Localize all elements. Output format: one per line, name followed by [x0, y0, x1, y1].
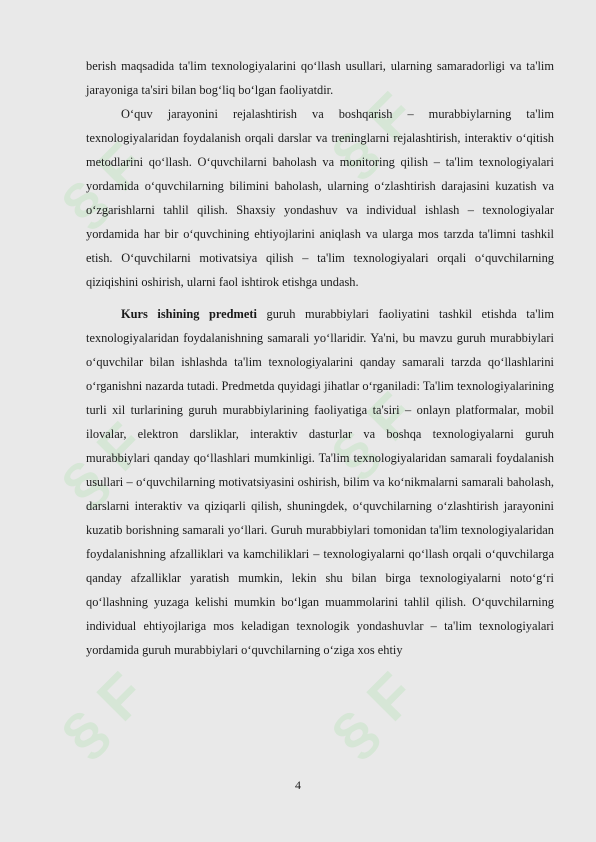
paragraph-planning: O‘quv jarayonini rejalashtirish va boshqarish – murabbiylarning ta'lim texnologiyalaridan foydalanish orqali darslar va treninglarni rejalashtirish, interaktiv o‘qitish metodlarini qo‘llash. O‘quvchilarni baholash va monitoring qilish – ta'lim texnologiyalari yordamida o‘quvchilarning bilimini baholash, ularning o‘zlashtirish darajasini kuzatish va o‘zgarishlarni tahlil qilish. Shaxsiy yondashuv va individual ishlash – texnologiyalar yordamida har bir o‘quvchining ehtiyojlarini aniqlash va ularga mos tarzda ta'limni tashkil etish. O‘quvchilarni motivatsiya qilish – ta'lim texnologiyalari orqali o‘quvchilarning qiziqishini oshirish, ularni faol ishtirok etishga undash. [86, 107, 554, 289]
watermark-logo: § F [49, 130, 158, 239]
watermark-logo: § F [319, 380, 428, 489]
watermark-logo: § F [319, 660, 428, 769]
page-body [86, 54, 554, 662]
subject-heading: Kurs ishining predmeti [121, 307, 257, 321]
watermark-logo: § F [49, 660, 158, 769]
page-number: 4 [295, 778, 301, 792]
subject-text: guruh murabbiylari faoliyatini tashkil etishda ta'lim texnologiyalaridan foydalanishning samarali yo‘llaridir. Ya'ni, bu mavzu guruh murabbiylari o‘quvchilar bilan ishlashda ta'lim texnologiyalarini qanday samarali tarzda qo‘llashlarini o‘rganishni nazarda tutadi. Predmetda quyidagi jihatlar o‘rganiladi: Ta'lim texnologiyalarining turli xil turlarining guruh murabbiylarining faoliyatiga ta'siri – onlayn platformalar, mobil ilovalar, elektron darsliklar, interaktiv dasturlar va boshqa texnologiyalarni guruh murabbiylari qanday qo‘llashlari mumkinligi. Ta'lim texnologiyalaridan samarali foydalanish usullari – o‘quvchilarning motivatsiyasini oshirish, bilim va ko‘nikmalarni samarali baholash, darslarni interaktiv va qiziqarli qilish, shuningdek, o‘quvchilarning o‘zlashtirish jarayonini kuzatib borishning samarali yo‘llari. Guruh murabbiylari tomonidan ta'lim texnologiyalaridan foydalanishning afzalliklari va kamchiliklari – texnologiyalarni qo‘llash orqali o‘quvchilarga qanday afzalliklar yaratish mumkin, lekin shu bilan birga texnologiyalarni noto‘g‘ri qo‘llashning yuzaga kelishi mumkin bo‘lgan muammolarini tahlil qilish. O‘quvchilarning individual ehtiyojlariga mos keladigan texnologik yondashuvlar – ta'lim texnologiyalari yordamida guruh murabbiylari o‘quvchilarning o‘ziga xos ehtiy [86, 307, 555, 657]
watermark-logo: § F [319, 80, 428, 189]
paragraph-continuation: berish maqsadida ta'lim texnologiyalarini qo‘llash usullari, ularning samaradorligi va ta'lim jarayoniga ta'siri bilan bog‘liq bo‘lgan faoliyatdir. [86, 59, 554, 97]
paragraph-subject [86, 302, 554, 662]
watermark-logo: § F [49, 410, 158, 519]
